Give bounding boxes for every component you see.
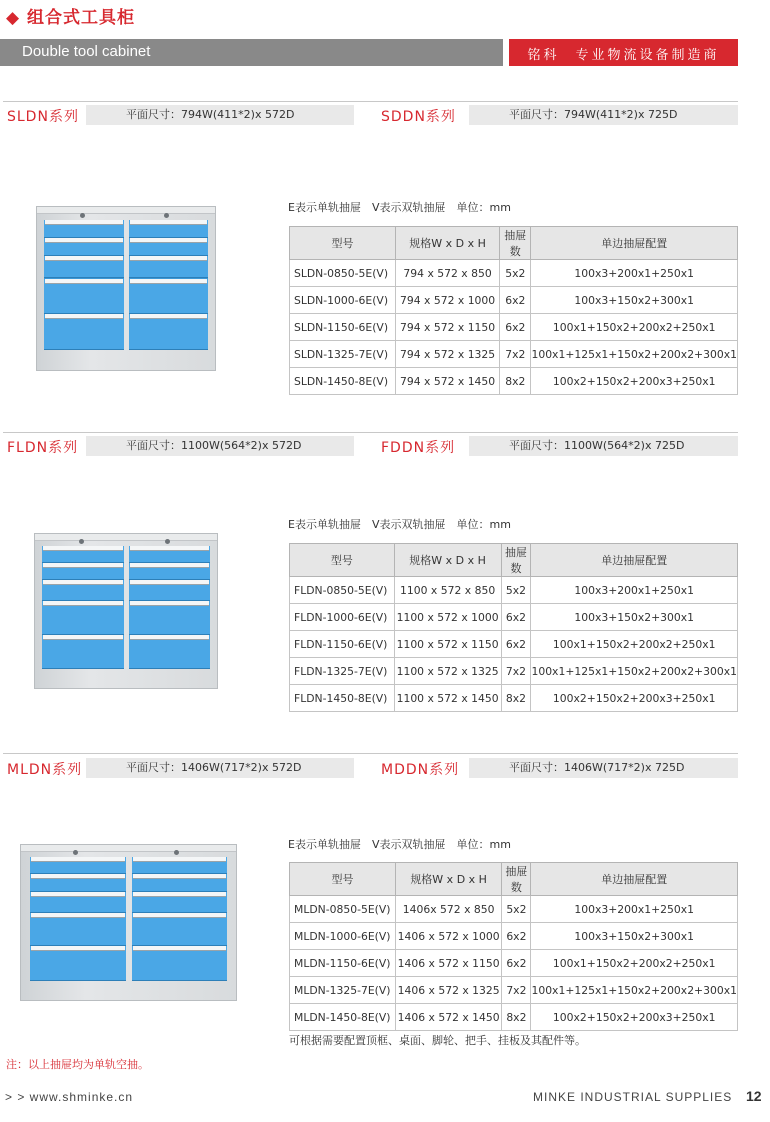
drawer-handle [31,946,125,951]
spec-table [289,226,738,395]
drawer-config-cell: 100x2+150x2+200x3+250x1 [531,368,738,395]
drawer-config-cell: 100x3+200x1+250x1 [531,896,738,923]
drawer-config-cell: 100x3+200x1+250x1 [531,260,738,287]
table-row [290,950,738,977]
drawer-handle [43,601,123,606]
table-row [290,260,738,287]
drawer-handle [31,913,125,918]
drawer [132,857,228,874]
drawer [132,892,228,913]
series-name-right: SDDN系列 [381,109,456,125]
drawer [129,238,209,256]
subtitle: Double tool cabinet [22,43,151,60]
drawer [129,314,209,350]
page-number: 12 [746,1088,762,1104]
section-divider [3,753,738,754]
model-cell: MLDN-1450-8E(V) [290,1004,396,1031]
table-row [290,604,738,631]
drawer-handle [130,546,210,551]
column-header: 规格W x D x H [394,544,501,577]
lock-icon [164,213,169,218]
drawer-column [129,220,209,350]
drawer [129,546,211,563]
section-divider [3,432,738,433]
drawer-count-cell: 5x2 [502,896,531,923]
table-note: E表示单轨抽屉 V表示双轨抽屉 单位：mm [288,201,511,214]
model-cell: MLDN-1150-6E(V) [290,950,396,977]
drawer [129,220,209,238]
cabinet-image [34,533,218,689]
drawer-column [129,546,211,669]
drawer-count-cell: 5x2 [500,260,531,287]
spec-cell: 1100 x 572 x 1000 [394,604,501,631]
spec-table [289,862,738,1031]
table-row [290,896,738,923]
drawer-column [44,220,124,350]
drawer-column [42,546,124,669]
website-link[interactable]: > > www.shminke.cn [5,1090,134,1104]
table-row [290,923,738,950]
series-name-left: MLDN系列 [7,762,83,778]
table-row [290,1004,738,1031]
drawer-config-cell: 100x2+150x2+200x3+250x1 [531,685,738,712]
drawer [44,314,124,350]
drawer [129,635,211,669]
drawer [132,874,228,891]
drawer-count-cell: 8x2 [500,368,531,395]
drawer-config-cell: 100x1+125x1+150x2+200x2+300x1 [531,658,738,685]
drawer-count-cell: 7x2 [500,341,531,368]
title-bar [0,39,503,66]
drawer-count-cell: 6x2 [500,287,531,314]
drawer-count-cell: 6x2 [501,604,531,631]
drawer-handle [31,892,125,897]
table-row [290,631,738,658]
model-cell: SLDN-0850-5E(V) [290,260,396,287]
column-header: 单边抽屉配置 [531,544,738,577]
spec-cell: 1100 x 572 x 850 [394,577,501,604]
drawer-handle [130,238,208,243]
drawer-handle [130,563,210,568]
drawer-count-cell: 5x2 [501,577,531,604]
drawer-handle [45,256,123,261]
drawer-config-cell: 100x1+125x1+150x2+200x2+300x1 [531,977,738,1004]
cabinet-top [35,534,217,541]
drawer [42,635,124,669]
drawer [132,946,228,981]
drawer-config-cell: 100x3+150x2+300x1 [531,923,738,950]
model-cell: FLDN-1450-8E(V) [290,685,395,712]
cabinet-top [37,207,215,214]
model-cell: SLDN-1325-7E(V) [290,341,396,368]
drawer-handle [43,546,123,551]
spec-cell: 1406 x 572 x 1150 [395,950,501,977]
drawer-handle [43,563,123,568]
dimension-label-left: 平面尺寸：794W(411*2)x 572D [86,105,354,125]
column-header: 型号 [290,863,396,896]
model-cell: SLDN-1000-6E(V) [290,287,396,314]
drawer-handle [45,314,123,319]
drawer-config-cell: 100x3+200x1+250x1 [531,577,738,604]
model-cell: MLDN-1000-6E(V) [290,923,396,950]
spec-cell: 794 x 572 x 1325 [396,341,500,368]
column-header: 抽屉数 [502,863,531,896]
spec-cell: 794 x 572 x 1000 [396,287,500,314]
column-header: 规格W x D x H [395,863,501,896]
spec-cell: 794 x 572 x 1450 [396,368,500,395]
drawer [42,580,124,601]
table-header-row [290,544,738,577]
series-name-right: MDDN系列 [381,762,460,778]
dimension-label-right: 平面尺寸：1100W(564*2)x 725D [469,436,738,456]
dimension-label-left: 平面尺寸：1406W(717*2)x 572D [86,758,354,778]
dimension-label-right: 平面尺寸：794W(411*2)x 725D [469,105,738,125]
model-cell: FLDN-0850-5E(V) [290,577,395,604]
accessories-note: 可根据需要配置顶框、桌面、脚轮、把手、挂板及其配件等。 [289,1034,586,1047]
drawer-count-cell: 6x2 [500,314,531,341]
drawer-count-cell: 6x2 [502,950,531,977]
series-name-left: SLDN系列 [7,109,79,125]
drawer-handle [31,874,125,879]
drawer-handle [45,220,123,225]
drawer [129,256,209,278]
spec-cell: 794 x 572 x 1150 [396,314,500,341]
drawer [30,913,126,946]
table-note: E表示单轨抽屉 V表示双轨抽屉 单位：mm [288,518,511,531]
drawer-config-cell: 100x1+150x2+200x2+250x1 [531,950,738,977]
table-note: E表示单轨抽屉 V表示双轨抽屉 单位：mm [288,838,511,851]
column-header: 型号 [290,544,395,577]
column-header: 单边抽屉配置 [531,863,738,896]
spec-cell: 1406 x 572 x 1450 [395,1004,501,1031]
table-row [290,314,738,341]
table-row [290,685,738,712]
drawer-count-cell: 6x2 [502,923,531,950]
drawer [132,913,228,946]
model-cell: FLDN-1150-6E(V) [290,631,395,658]
drawer [129,279,209,314]
spec-cell: 1406x 572 x 850 [395,896,501,923]
drawer [44,256,124,278]
model-cell: SLDN-1450-8E(V) [290,368,396,395]
column-header: 型号 [290,227,396,260]
drawer-column [30,857,126,981]
drawer-handle [130,635,210,640]
drawer-config-cell: 100x3+150x2+300x1 [531,604,738,631]
drawer-handle [45,279,123,284]
drawer-count-cell: 7x2 [501,658,531,685]
model-cell: FLDN-1325-7E(V) [290,658,395,685]
drawer [129,601,211,634]
drawer-config-cell: 100x1+125x1+150x2+200x2+300x1 [531,341,738,368]
drawer-handle [43,635,123,640]
drawer [42,601,124,634]
drawer-count-cell: 7x2 [502,977,531,1004]
spec-cell: 1406 x 572 x 1000 [395,923,501,950]
drawer-config-cell: 100x1+150x2+200x2+250x1 [531,314,738,341]
lock-icon [73,850,78,855]
lock-icon [80,213,85,218]
drawer-handle [130,314,208,319]
cabinet-image [36,206,216,371]
column-header: 抽屉数 [500,227,531,260]
column-header: 单边抽屉配置 [531,227,738,260]
brand-bar [509,39,738,66]
model-cell: MLDN-1325-7E(V) [290,977,396,1004]
drawer-handle [133,913,227,918]
drawer-handle [43,580,123,585]
lock-icon [174,850,179,855]
series-name-left: FLDN系列 [7,440,79,456]
table-row [290,341,738,368]
lock-icon [165,539,170,544]
table-header-row [290,227,738,260]
drawer-handle [31,857,125,862]
cabinet-image [20,844,237,1001]
drawer-handle [133,874,227,879]
drawer-config-cell: 100x2+150x2+200x3+250x1 [531,1004,738,1031]
drawer-handle [130,220,208,225]
drawer-handle [130,279,208,284]
drawer [30,946,126,981]
drawer-handle [133,857,227,862]
company-name: MINKE INDUSTRIAL SUPPLIES [533,1090,733,1104]
drawer-handle [130,601,210,606]
spec-cell: 1100 x 572 x 1325 [394,658,501,685]
model-cell: MLDN-0850-5E(V) [290,896,396,923]
brand-text: 铭科 专业物流设备制造商 [527,48,720,63]
drawer-handle [130,580,210,585]
page-title: ◆ 组合式工具柜 [6,8,135,28]
spec-table [289,543,738,712]
drawer [42,563,124,580]
table-row [290,977,738,1004]
drawer-handle [130,256,208,261]
drawer-count-cell: 6x2 [501,631,531,658]
dimension-label-left: 平面尺寸：1100W(564*2)x 572D [86,436,354,456]
table-row [290,658,738,685]
spec-cell: 1100 x 572 x 1450 [394,685,501,712]
cabinet-top [21,845,236,852]
spec-cell: 1406 x 572 x 1325 [395,977,501,1004]
drawer [44,238,124,256]
drawer [44,279,124,314]
table-row [290,577,738,604]
model-cell: SLDN-1150-6E(V) [290,314,396,341]
drawer-column [132,857,228,981]
drawer [42,546,124,563]
drawer [129,563,211,580]
drawer-count-cell: 8x2 [501,685,531,712]
drawer-handle [133,946,227,951]
spec-cell: 794 x 572 x 850 [396,260,500,287]
table-row [290,287,738,314]
drawer [30,892,126,913]
drawer-config-cell: 100x3+150x2+300x1 [531,287,738,314]
table-header-row [290,863,738,896]
table-row [290,368,738,395]
footer-note: 注：以上抽屉均为单轨空抽。 [6,1058,149,1071]
drawer-count-cell: 8x2 [502,1004,531,1031]
drawer [30,874,126,891]
drawer-handle [45,238,123,243]
lock-icon [79,539,84,544]
drawer [44,220,124,238]
drawer-handle [133,892,227,897]
spec-cell: 1100 x 572 x 1150 [394,631,501,658]
dimension-label-right: 平面尺寸：1406W(717*2)x 725D [469,758,738,778]
drawer-config-cell: 100x1+150x2+200x2+250x1 [531,631,738,658]
series-name-right: FDDN系列 [381,440,456,456]
drawer [30,857,126,874]
section-divider [3,101,738,102]
model-cell: FLDN-1000-6E(V) [290,604,395,631]
drawer [129,580,211,601]
column-header: 规格W x D x H [396,227,500,260]
column-header: 抽屉数 [501,544,531,577]
